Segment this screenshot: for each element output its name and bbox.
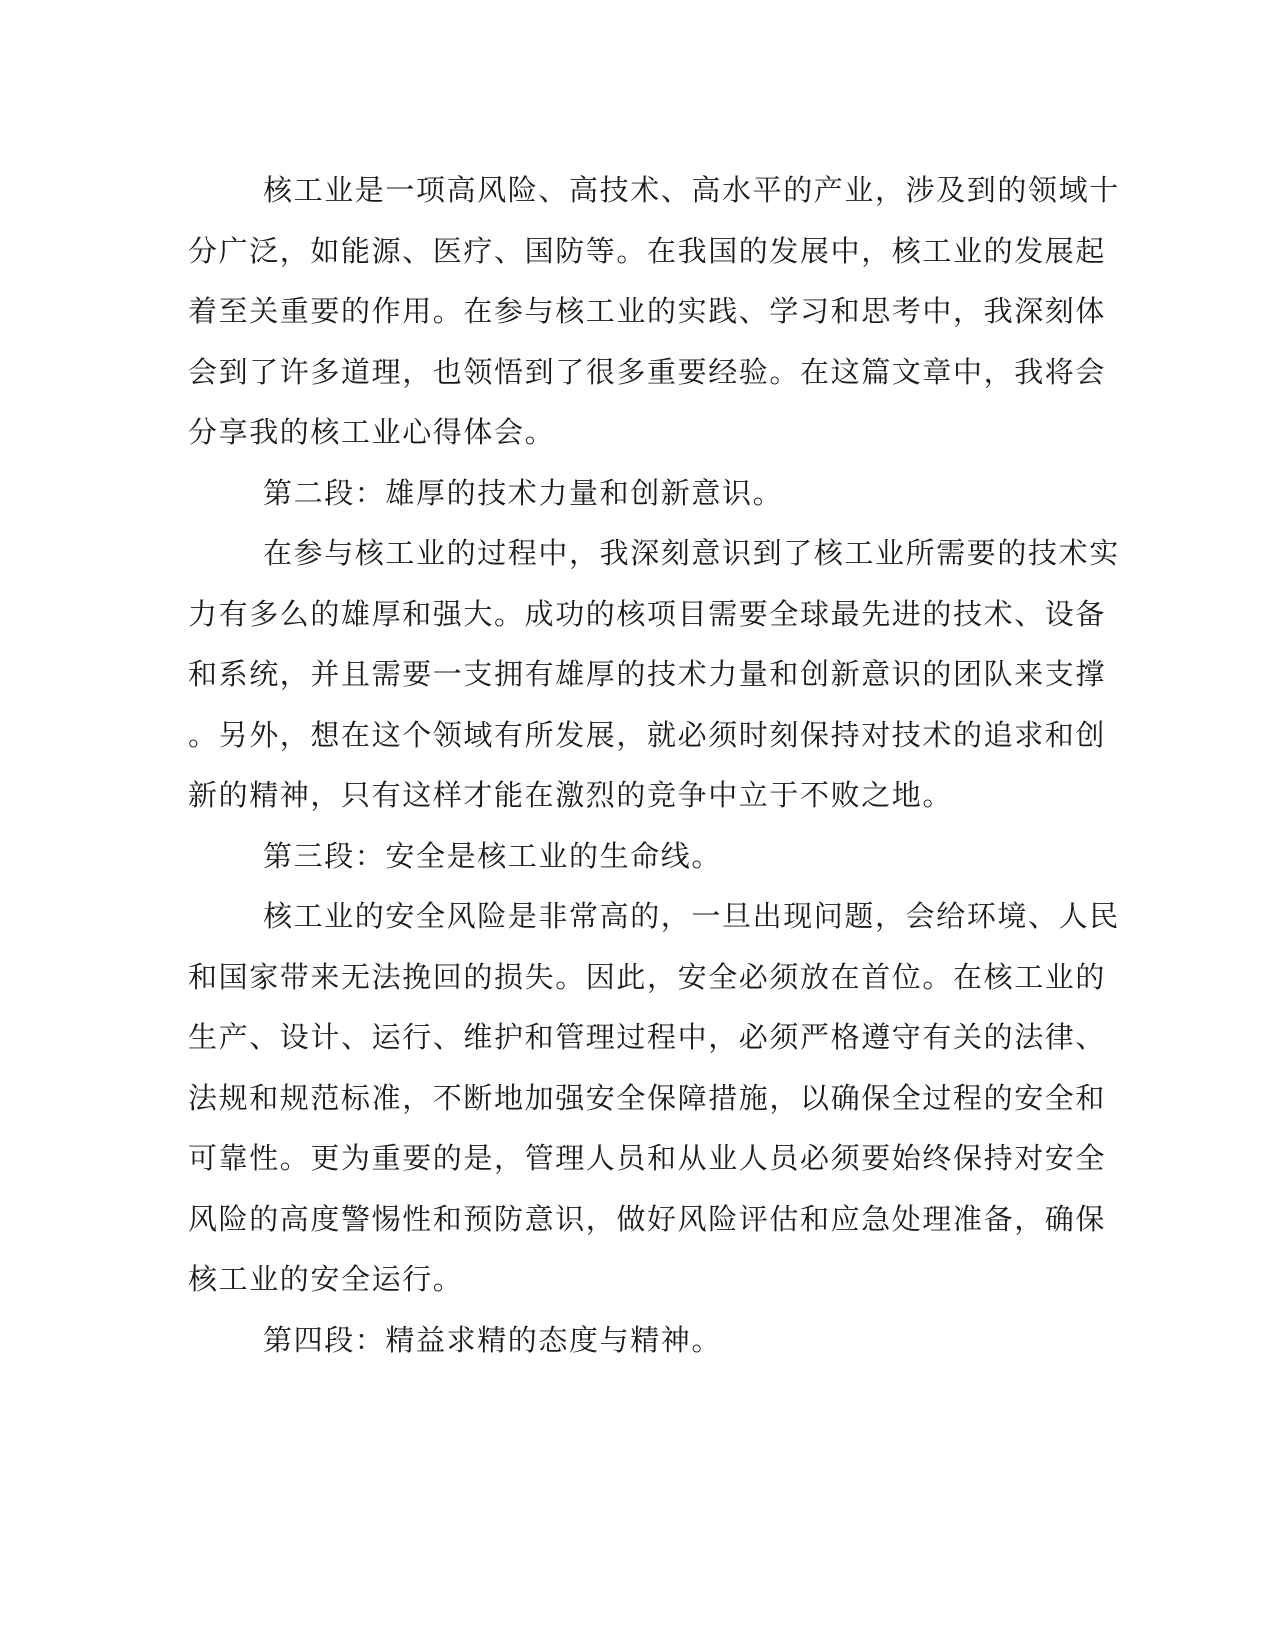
paragraph-3-line-3: 生产、设计、运行、维护和管理过程中，必须严格遵守有关的法律、: [188, 1020, 1107, 1054]
paragraph-2-line-1: 在参与核工业的过程中，我深刻意识到了核工业所需要的技术实: [263, 536, 1120, 570]
paragraph-2-line-2: 力有多么的雄厚和强大。成功的核项目需要全球最先进的技术、设备: [188, 596, 1107, 631]
paragraph-3-line-7: 核工业的安全运行。: [188, 1262, 464, 1296]
document-body: [188, 160, 1120, 1370]
paragraph-3-line-4: 法规和规范标准，不断地加强安全保障措施，以确保全过程的安全和: [188, 1080, 1107, 1115]
paragraph-1-line-5: 分享我的核工业心得体会。: [188, 415, 556, 449]
section-heading-3: 第三段：安全是核工业的生命线。: [263, 838, 723, 873]
section-heading-2: 第二段：雄厚的技术力量和创新意识。: [263, 475, 784, 510]
paragraph-1-line-2: 分广泛，如能源、医疗、国防等。在我国的发展中，核工业的发展起: [188, 233, 1107, 268]
paragraph-2-line-5: 新的精神，只有这样才能在激烈的竞争中立于不败之地。: [188, 778, 954, 812]
paragraph-3-line-5: 可靠性。更为重要的是，管理人员和从业人员必须要始终保持对安全: [188, 1141, 1107, 1175]
paragraph-1-line-4: 会到了许多道理，也领悟到了很多重要经验。在这篇文章中，我将会: [188, 354, 1107, 389]
paragraph-2-line-4: 。另外，想在这个领域有所发展，就必须时刻保持对技术的追求和创: [188, 717, 1107, 752]
paragraph-3-line-1: 核工业的安全风险是非常高的，一旦出现问题，会给环境、人民: [263, 899, 1120, 933]
paragraph-1-line-3: 着至关重要的作用。在参与核工业的实践、学习和思考中，我深刻体: [188, 294, 1107, 328]
paragraph-3-line-6: 风险的高度警惕性和预防意识，做好风险评估和应急处理准备，确保: [188, 1201, 1107, 1236]
section-heading-4: 第四段：精益求精的态度与精神。: [263, 1322, 723, 1357]
paragraph-3-line-2: 和国家带来无法挽回的损失。因此，安全必须放在首位。在核工业的: [188, 959, 1107, 994]
paragraph-1-line-1: 核工业是一项高风险、高技术、高水平的产业，涉及到的领域十: [263, 173, 1120, 207]
paragraph-2-line-3: 和系统，并且需要一支拥有雄厚的技术力量和创新意识的团队来支撑: [188, 657, 1107, 691]
